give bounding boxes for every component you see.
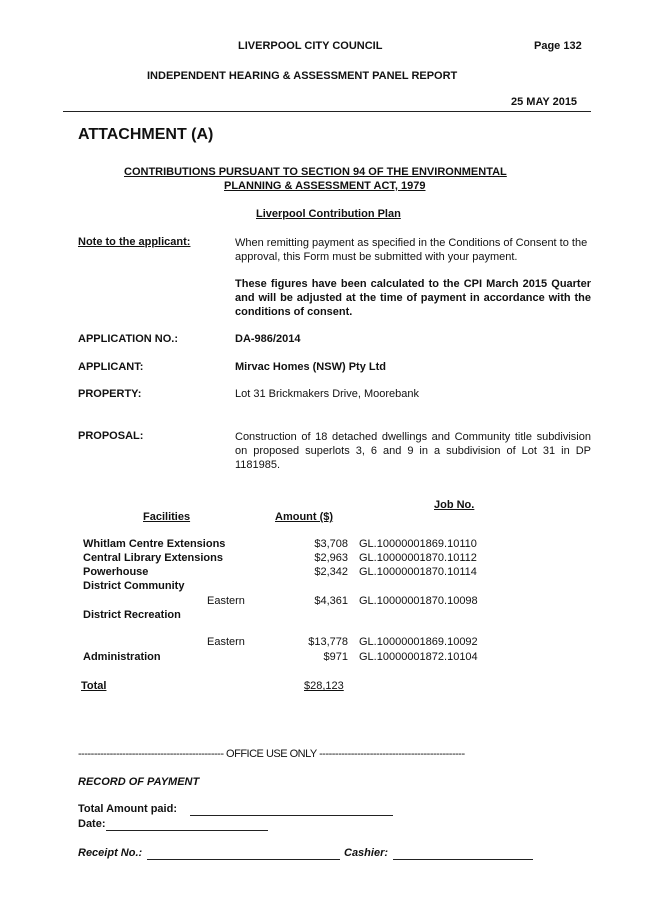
facility-amount: $13,778 (308, 636, 348, 648)
facility-subregion: Eastern (207, 595, 245, 607)
receipt-label: Receipt No.: (78, 847, 143, 859)
section-title-line-2: PLANNING & ASSESSMENT ACT, 1979 (224, 180, 426, 192)
report-date: 25 MAY 2015 (511, 96, 578, 108)
facility-name: District Recreation (83, 609, 181, 621)
record-of-payment-title: RECORD OF PAYMENT (78, 776, 200, 788)
facility-name: District Community (83, 580, 185, 592)
attachment-title: ATTACHMENT (A) (78, 126, 214, 143)
facilities-header: Facilities (143, 511, 191, 523)
facility-amount: $971 (323, 651, 348, 663)
facility-job-number: GL.10000001870.10098 (359, 595, 478, 607)
facility-job-number: GL.10000001869.10110 (359, 538, 477, 550)
applicant-value: Mirvac Homes (NSW) Pty Ltd (235, 361, 386, 373)
total-paid-label: Total Amount paid: (78, 803, 177, 815)
note-text: When remitting payment as specified in the Conditions of Consent to the approval, this Form must be submitted with your payment. (235, 237, 588, 263)
receipt-field[interactable] (147, 847, 340, 860)
total-amount: $28,123 (304, 680, 344, 692)
council-name: LIVERPOOL CITY COUNCIL (238, 40, 383, 52)
amount-header: Amount ($) (275, 511, 334, 523)
section-title-line-1: CONTRIBUTIONS PURSUANT TO SECTION 94 OF THE ENVIRONMENTAL (124, 166, 507, 178)
facility-job-number: GL.10000001870.10112 (359, 552, 477, 564)
report-title: INDEPENDENT HEARING & ASSESSMENT PANEL REPORT (147, 70, 458, 82)
cashier-field[interactable] (393, 847, 533, 860)
proposal-label: PROPOSAL: (78, 430, 144, 442)
facility-job-number: GL.10000001870.10114 (359, 566, 477, 578)
total-label: Total (81, 680, 107, 692)
facility-name: Powerhouse (83, 566, 149, 578)
cashier-label: Cashier: (344, 847, 389, 859)
note-bold-text: These figures have been calculated to the CPI March 2015 Quarter and will be adjusted at the time of payment in accordance with the conditions of consent. (235, 278, 591, 318)
facility-subregion: Eastern (207, 636, 245, 648)
total-paid-field[interactable] (190, 803, 393, 816)
plan-name: Liverpool Contribution Plan (256, 208, 401, 220)
facility-job-number: GL.10000001869.10092 (359, 636, 478, 648)
property-label: PROPERTY: (78, 388, 142, 400)
applicant-label: APPLICANT: (78, 361, 144, 373)
facility-job-number: GL.10000001872.10104 (359, 651, 478, 663)
date-field[interactable] (106, 818, 268, 831)
facility-amount: $3,708 (314, 538, 348, 550)
facility-name: Central Library Extensions (83, 552, 223, 564)
facility-name: Whitlam Centre Extensions (83, 538, 226, 550)
header-divider (63, 111, 591, 112)
facility-amount: $2,342 (314, 566, 348, 578)
job-header: Job No. (434, 499, 475, 511)
proposal-value: Construction of 18 detached dwellings and Community title subdivision on proposed superlots 3, 6 and 9 in a subdivision of Lot 31 in DP 1181985. (235, 431, 591, 471)
note-label: Note to the applicant: (78, 236, 191, 248)
application-label: APPLICATION NO.: (78, 333, 179, 345)
property-value: Lot 31 Brickmakers Drive, Moorebank (235, 388, 420, 400)
facility-name: Administration (83, 651, 161, 663)
date-label: Date: (78, 818, 106, 830)
facility-amount: $4,361 (314, 595, 348, 607)
facility-amount: $2,963 (314, 552, 348, 564)
office-use-banner: ---------------------------------------------- OFFICE USE ONLY ---------------------------------------------- (78, 748, 465, 760)
page-number: Page 132 (534, 40, 582, 52)
application-value: DA-986/2014 (235, 333, 301, 345)
